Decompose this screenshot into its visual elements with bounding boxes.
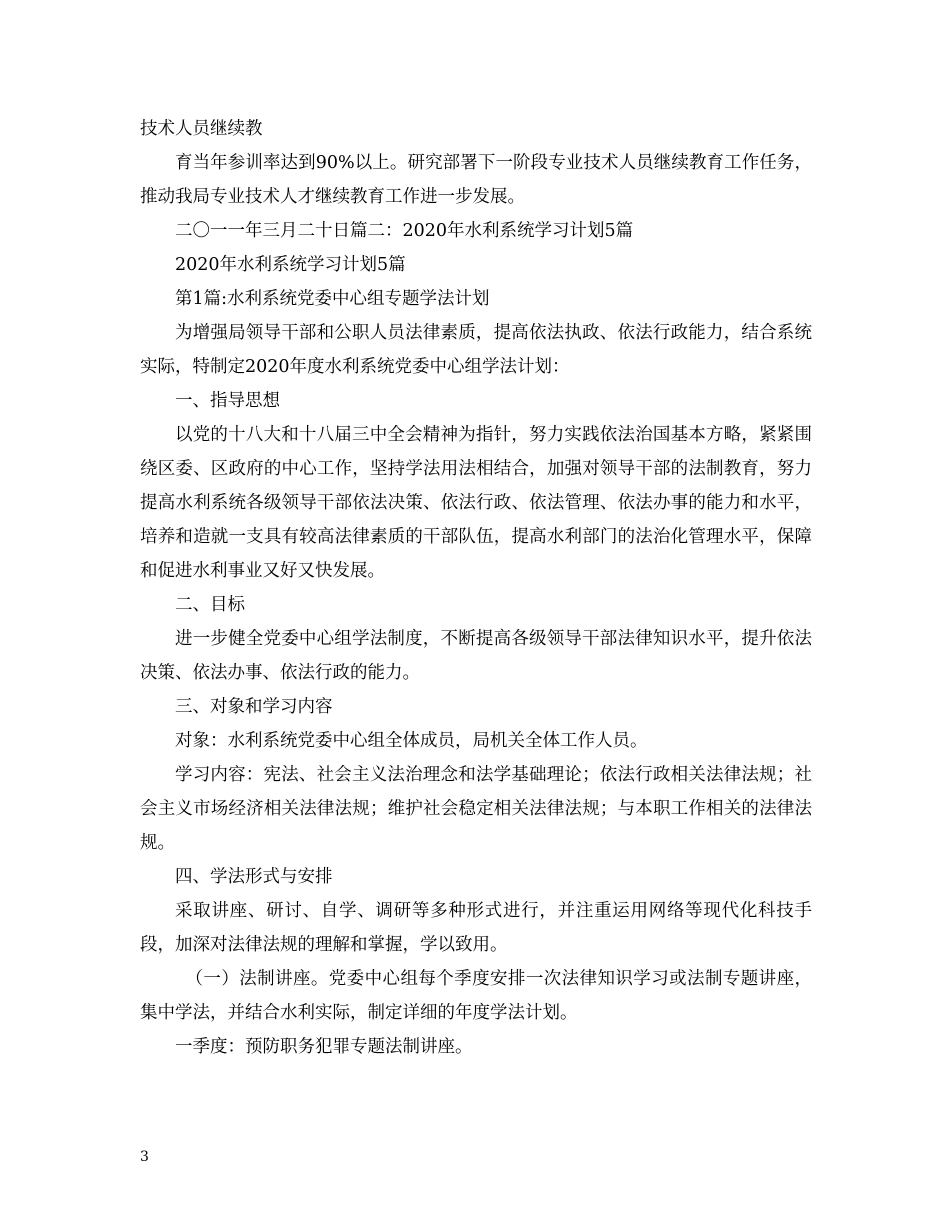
section-heading-2: 二、目标 [175,595,245,615]
paragraph-13: 一季度：预防职务犯罪专题法制讲座。 [175,1037,473,1057]
paragraph-10: 学习内容：宪法、社会主义法治理念和法学基础理论；依法行政相关法律法规；社会主义市场经济相关法律法规；维护社会稳定相关法律法规；与本职工作相关的法律法规。 [140,765,812,853]
paragraph-12: （一）法制讲座。党委中心组每个季度安排一次法律知识学习或法制专题讲座，集中学法，并结合水利实际，制定详细的年度学法计划。 [140,969,812,1023]
paragraph-3: 二〇一一年三月二十日篇二：2020年水利系统学习计划5篇 [175,221,634,241]
paragraph-5: 第1篇:水利系统党委中心组专题学法计划 [175,289,490,309]
section-heading-3: 三、对象和学习内容 [175,697,333,717]
paragraph-2: 育当年参训率达到90%以上。研究部署下一阶段专业技术人员继续教育工作任务，推动我局专业技术人才继续教育工作进一步发展。 [140,153,812,207]
paragraph-7: 以党的十八大和十八届三中全会精神为指针，努力实践依法治国基本方略，紧紧围绕区委、区政府的中心工作，坚持学法用法相结合，加强对领导干部的法制教育，努力提高水利系统各级领导干部依法决策、依法行政、依法管理、依法办事的能力和水平，培养和造就一支具有较高法律素质的干部队伍，提高水利部门的法治化管理水平，保障和促进水利事业又好又快发展。 [140,425,812,581]
section-heading-1: 一、指导思想 [175,391,280,411]
paragraph-4: 2020年水利系统学习计划5篇 [175,255,406,275]
paragraph-6: 为增强局领导干部和公职人员法律素质，提高依法执政、依法行政能力，结合系统实际，特制定2020年度水利系统党委中心组学法计划： [140,323,812,377]
page-number: 3 [140,1149,149,1165]
document-body [140,112,812,1064]
paragraph-9: 对象：水利系统党委中心组全体成员，局机关全体工作人员。 [175,731,648,751]
section-heading-4: 四、学法形式与安排 [175,867,333,887]
paragraph-8: 进一步健全党委中心组学法制度，不断提高各级领导干部法律知识水平，提升依法决策、依法办事、依法行政的能力。 [140,629,812,683]
paragraph-11: 采取讲座、研讨、自学、调研等多种形式进行，并注重运用网络等现代化科技手段，加深对法律法规的理解和掌握，学以致用。 [140,901,812,955]
paragraph-1: 技术人员继续教 [140,119,263,139]
